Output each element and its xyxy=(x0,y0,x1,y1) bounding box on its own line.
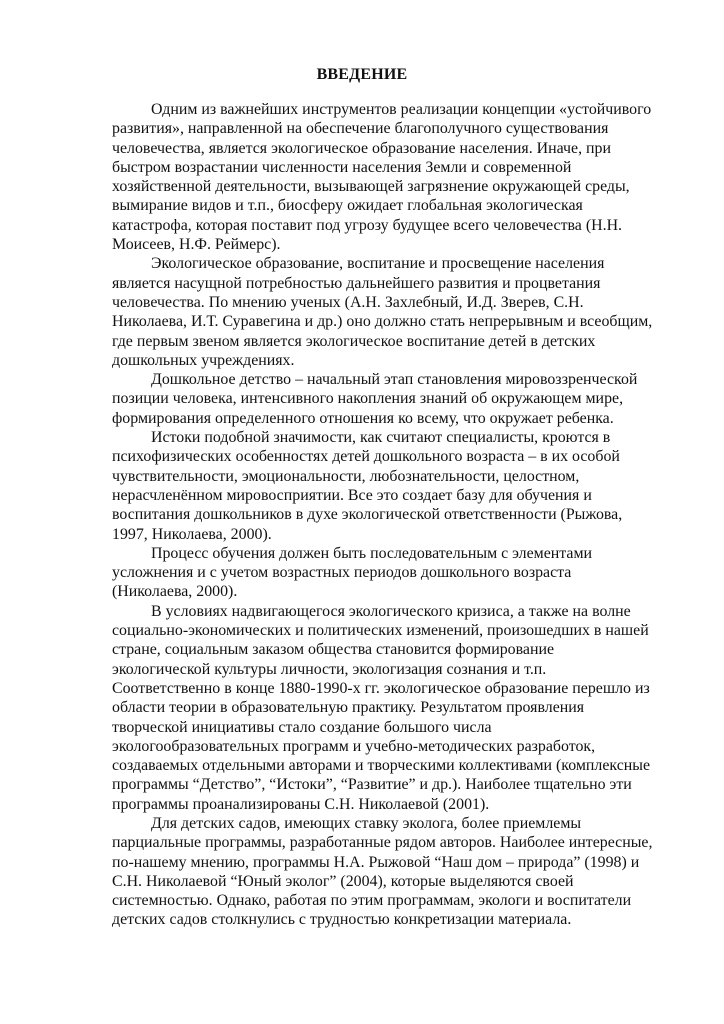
paragraph: Для детских садов, имеющих ставку эколога, более приемлемы парциальные программы, разработанные рядом авторов. Наиболее интересные, по-нашему мнению, программы Н.А. Рыжовой “Наш дом – природа” (1998) и С.Н. Николаевой “Юный эколог” (2004), которые выделяются своей системностью. Однако, работая по этим программам, экологи и воспитатели детских садов столкнулись с трудностью конкретизации материала. xyxy=(112,814,653,929)
paragraph: Одним из важнейших инструментов реализации концепции «устойчивого развития», направленной на обеспечение благополучного существования человечества, является экологическое образование населения. Иначе, при быстром возрастании численности населения Земли и современной хозяйственной деятельности, вызывающей загрязнение окружающей среды, вымирание видов и т.п., биосферу ожидает глобальная экологическая катастрофа, которая поставит под угрозу будущее всего человечества (Н.Н. Моисеев, Н.Ф. Реймерс). xyxy=(112,101,652,254)
paragraph: В условиях надвигающегося экологического кризиса, а также на волне социально-экономических и политических изменений, произошедших в нашей стране, социальным заказом общества становится формирование экологической культуры личности, экологизация сознания и т.п. Соответственно в конце 1880-1990-х гг. экологическое образование перешло из области теории в образовательную практику. Результатом проявления творческой инициативы стало создание большого числа экологообразовательных программ и учебно-методических разработок, создаваемых отдельными авторами и творческими коллективами (комплексные программы “Детство”, “Истоки”, “Развитие” и др.). Наиболее тщательно эти программы проанализированы С.Н. Николаевой (2001). xyxy=(112,602,651,813)
paragraph: Истоки подобной значимости, как считают специалисты, кроются в психофизических особенностях детей дошкольного возраста – в их особой чувствительности, эмоциональности, любознательности, целостном, нерасчленённом мировосприятии. Все это создает базу для обучения и воспитания дошкольников в духе экологической ответственности (Рыжова, 1997, Николаева, 2000). xyxy=(112,429,623,543)
page-title: ВВЕДЕНИЕ xyxy=(316,66,408,83)
paragraph: Экологическое образование, воспитание и просвещение населения является насущной потребностью дальнейшего развития и процветания человечества. По мнению ученых (А.Н. Захлебный, И.Д. Зверев, С.Н. Николаева, И.Т. Суравегина и др.) оно должно стать непрерывным и всеобщим, где первым звеном является экологическое воспитание детей в детских дошкольных учреждениях. xyxy=(112,255,653,369)
paragraph: Дошкольное детство – начальный этап становления мировоззренческой позиции человека, интенсивного накопления знаний об окружающем мире, формирования определенного отношения ко всему, что окружает ребенка. xyxy=(112,371,638,427)
document-body xyxy=(112,100,654,930)
paragraph: Процесс обучения должен быть последовательным с элементами усложнения и с учетом возрастных периодов дошкольного возраста (Николаева, 2000). xyxy=(112,544,593,601)
